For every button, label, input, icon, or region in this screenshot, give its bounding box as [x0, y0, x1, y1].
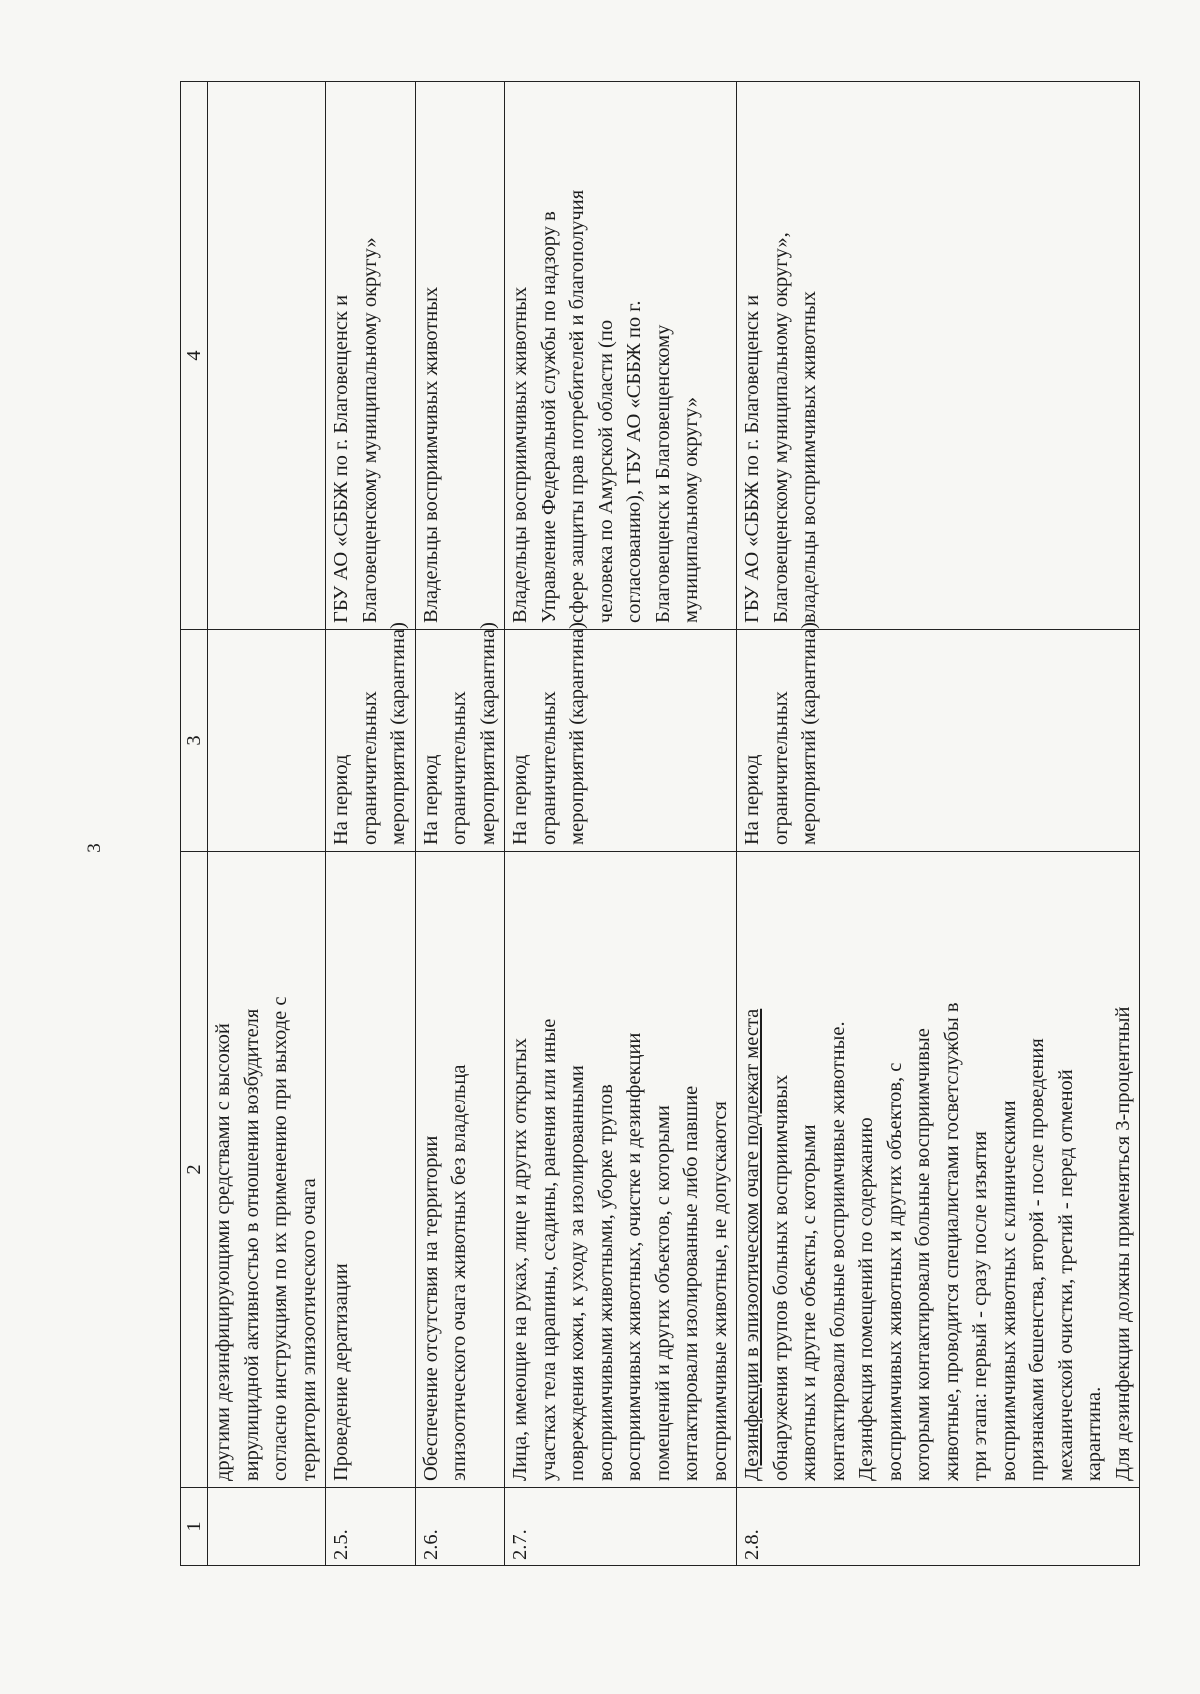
term-cell: [326, 622, 416, 852]
measures-table: [180, 81, 1140, 1566]
table-row: [208, 82, 326, 1566]
cell-text-line: карантина.: [1083, 1386, 1105, 1481]
responsible-cell: [505, 82, 737, 630]
cell-text-line: Владельцы восприимчивых животных: [509, 286, 531, 623]
cell-text-line: территории эпизоотического очага: [297, 1178, 320, 1481]
row-number: 2.7.: [505, 1488, 737, 1566]
measure-cell: [208, 852, 326, 1488]
cell-text-line: сфере защиты прав потребителей и благополучия: [566, 189, 588, 623]
cell-text-line: ограничительных: [448, 691, 470, 845]
cell-text-line: согласованию), ГБУ АО «СББЖ по г.: [623, 300, 645, 623]
cell-text-line: Лица, имеющие на руках, лице и других открытых: [509, 1037, 531, 1481]
cell-text-line: контактировали изолированные либо павшие: [680, 1085, 702, 1481]
term-cell: [208, 630, 326, 852]
cell-text-line: Проведение дератизации: [330, 1263, 352, 1481]
cell-text-line: восприимчивых животных и других объектов, с: [883, 1062, 906, 1481]
cell-text-line: другими дезинфицирующими средствами с высокой: [212, 1023, 234, 1481]
table-row: [737, 82, 1140, 1566]
cell-text-line: ГБУ АО «СББЖ по г. Благовещенск и: [330, 294, 352, 623]
measure-cell: [326, 852, 416, 1488]
header-col-1: 1: [181, 1488, 208, 1566]
header-col-3: 3: [181, 630, 208, 852]
responsible-cell: [326, 82, 416, 630]
cell-text-line: Управление Федеральной службы по надзору в: [537, 211, 560, 623]
measure-cell: [415, 852, 505, 1488]
cell-text-line: контактировали больные восприимчивые животные.: [826, 1021, 849, 1481]
term-cell: [415, 622, 505, 852]
cell-text-line: ограничительных: [358, 691, 381, 845]
cell-text-line: помещений и других объектов, с которыми: [651, 1105, 674, 1481]
cell-text-line: ограничительных: [769, 691, 792, 845]
cell-text-line: согласно инструкциям по их применению при выходе с: [269, 996, 291, 1481]
term-cell: [737, 622, 1140, 852]
cell-text-line: восприимчивых животных с клиническими: [997, 1100, 1020, 1481]
cell-text-line: которыми контактировали больные восприимчивые: [912, 1028, 934, 1481]
cell-text-line: животные, проводится специалистами госветслужбы в: [940, 1002, 963, 1481]
row-number: 2.5.: [326, 1488, 416, 1566]
cell-text-line: На период: [509, 754, 531, 845]
cell-text-line: мероприятий (карантина): [798, 622, 820, 845]
cell-text-line: восприимчивыми животными, уборке трупов: [594, 1084, 617, 1481]
cell-text-line: признаками бешенства, второй - после проведения: [1026, 1038, 1048, 1481]
row-number: [208, 1488, 326, 1566]
row-number: 2.8.: [737, 1488, 1140, 1566]
cell-text-line: Для дезинфекции должны применяться 3-процентный: [1111, 1006, 1134, 1481]
cell-text-line: мероприятий (карантина): [566, 622, 588, 845]
row-number: 2.6.: [415, 1488, 505, 1566]
table-row: [326, 82, 416, 1566]
cell-text-line: человека по Амурской области (по: [594, 319, 617, 623]
table-row: [415, 82, 505, 1566]
responsible-cell: [737, 82, 1140, 630]
cell-text-line: Владельцы восприимчивых животных: [419, 286, 442, 623]
cell-text-line: три этапа: первый - сразу после изъятия: [969, 1131, 991, 1481]
cell-text-line: Дезинфекция помещений по содержанию: [855, 1117, 877, 1481]
cell-text-line: механической очистки, третий - перед отменой: [1054, 1069, 1077, 1481]
cell-text-line: Благовещенскому муниципальному округу»,: [769, 232, 792, 623]
cell-text-line: Дезинфекции в эпизоотическом очаге подлежат места: [741, 1008, 763, 1481]
cell-text-line: На период: [741, 754, 763, 845]
cell-text-line: Благовещенскому муниципальному округу»: [358, 237, 381, 623]
table-row: [505, 82, 737, 1566]
page-number: 3: [84, 843, 105, 853]
cell-text-line: эпизоотического очага животных без владельца: [448, 1064, 470, 1481]
table-header-row: [181, 82, 208, 1566]
responsible-cell: [208, 82, 326, 630]
cell-text-line: ГБУ АО «СББЖ по г. Благовещенск и: [741, 294, 763, 623]
cell-text-line: Благовещенск и Благовещенскому: [651, 324, 674, 623]
cell-text-line: восприимчивых животных, очистке и дезинфекции: [623, 1032, 645, 1481]
measure-cell: [737, 852, 1140, 1488]
cell-text-line: владельцы восприимчивых животных: [798, 291, 820, 623]
cell-text-line: На период: [330, 754, 352, 845]
cell-text-line: участках тела царапины, ссадины, ранения или иные: [537, 1018, 560, 1481]
cell-text-line: обнаружения трупов больных восприимчивых: [769, 1074, 792, 1481]
term-cell: [505, 622, 737, 852]
cell-text-line: ограничительных: [537, 691, 560, 845]
cell-text-line: животных и другие объекты, с которыми: [798, 1124, 820, 1481]
cell-text-line: повреждения кожи, к уходу за изолированными: [566, 1065, 588, 1481]
cell-text-line: вирулицидной активностью в отношении возбудителя: [240, 1008, 263, 1481]
header-col-4: 4: [181, 82, 208, 630]
header-col-2: 2: [181, 852, 208, 1488]
rotated-page-content: [180, 0, 1134, 1566]
cell-text-line: мероприятий (карантина): [387, 622, 409, 845]
cell-text-line: На период: [419, 754, 442, 845]
measure-cell: [505, 852, 737, 1488]
table-body: [208, 82, 1140, 1566]
responsible-cell: [415, 82, 505, 630]
cell-text-line: восприимчивые животные, не допускаются: [708, 1101, 731, 1481]
cell-text-line: мероприятий (карантина): [476, 622, 499, 845]
cell-text-line: муниципальному округу»: [680, 397, 702, 623]
cell-text-line: Обеспечение отсутствия на территории: [419, 1135, 442, 1481]
